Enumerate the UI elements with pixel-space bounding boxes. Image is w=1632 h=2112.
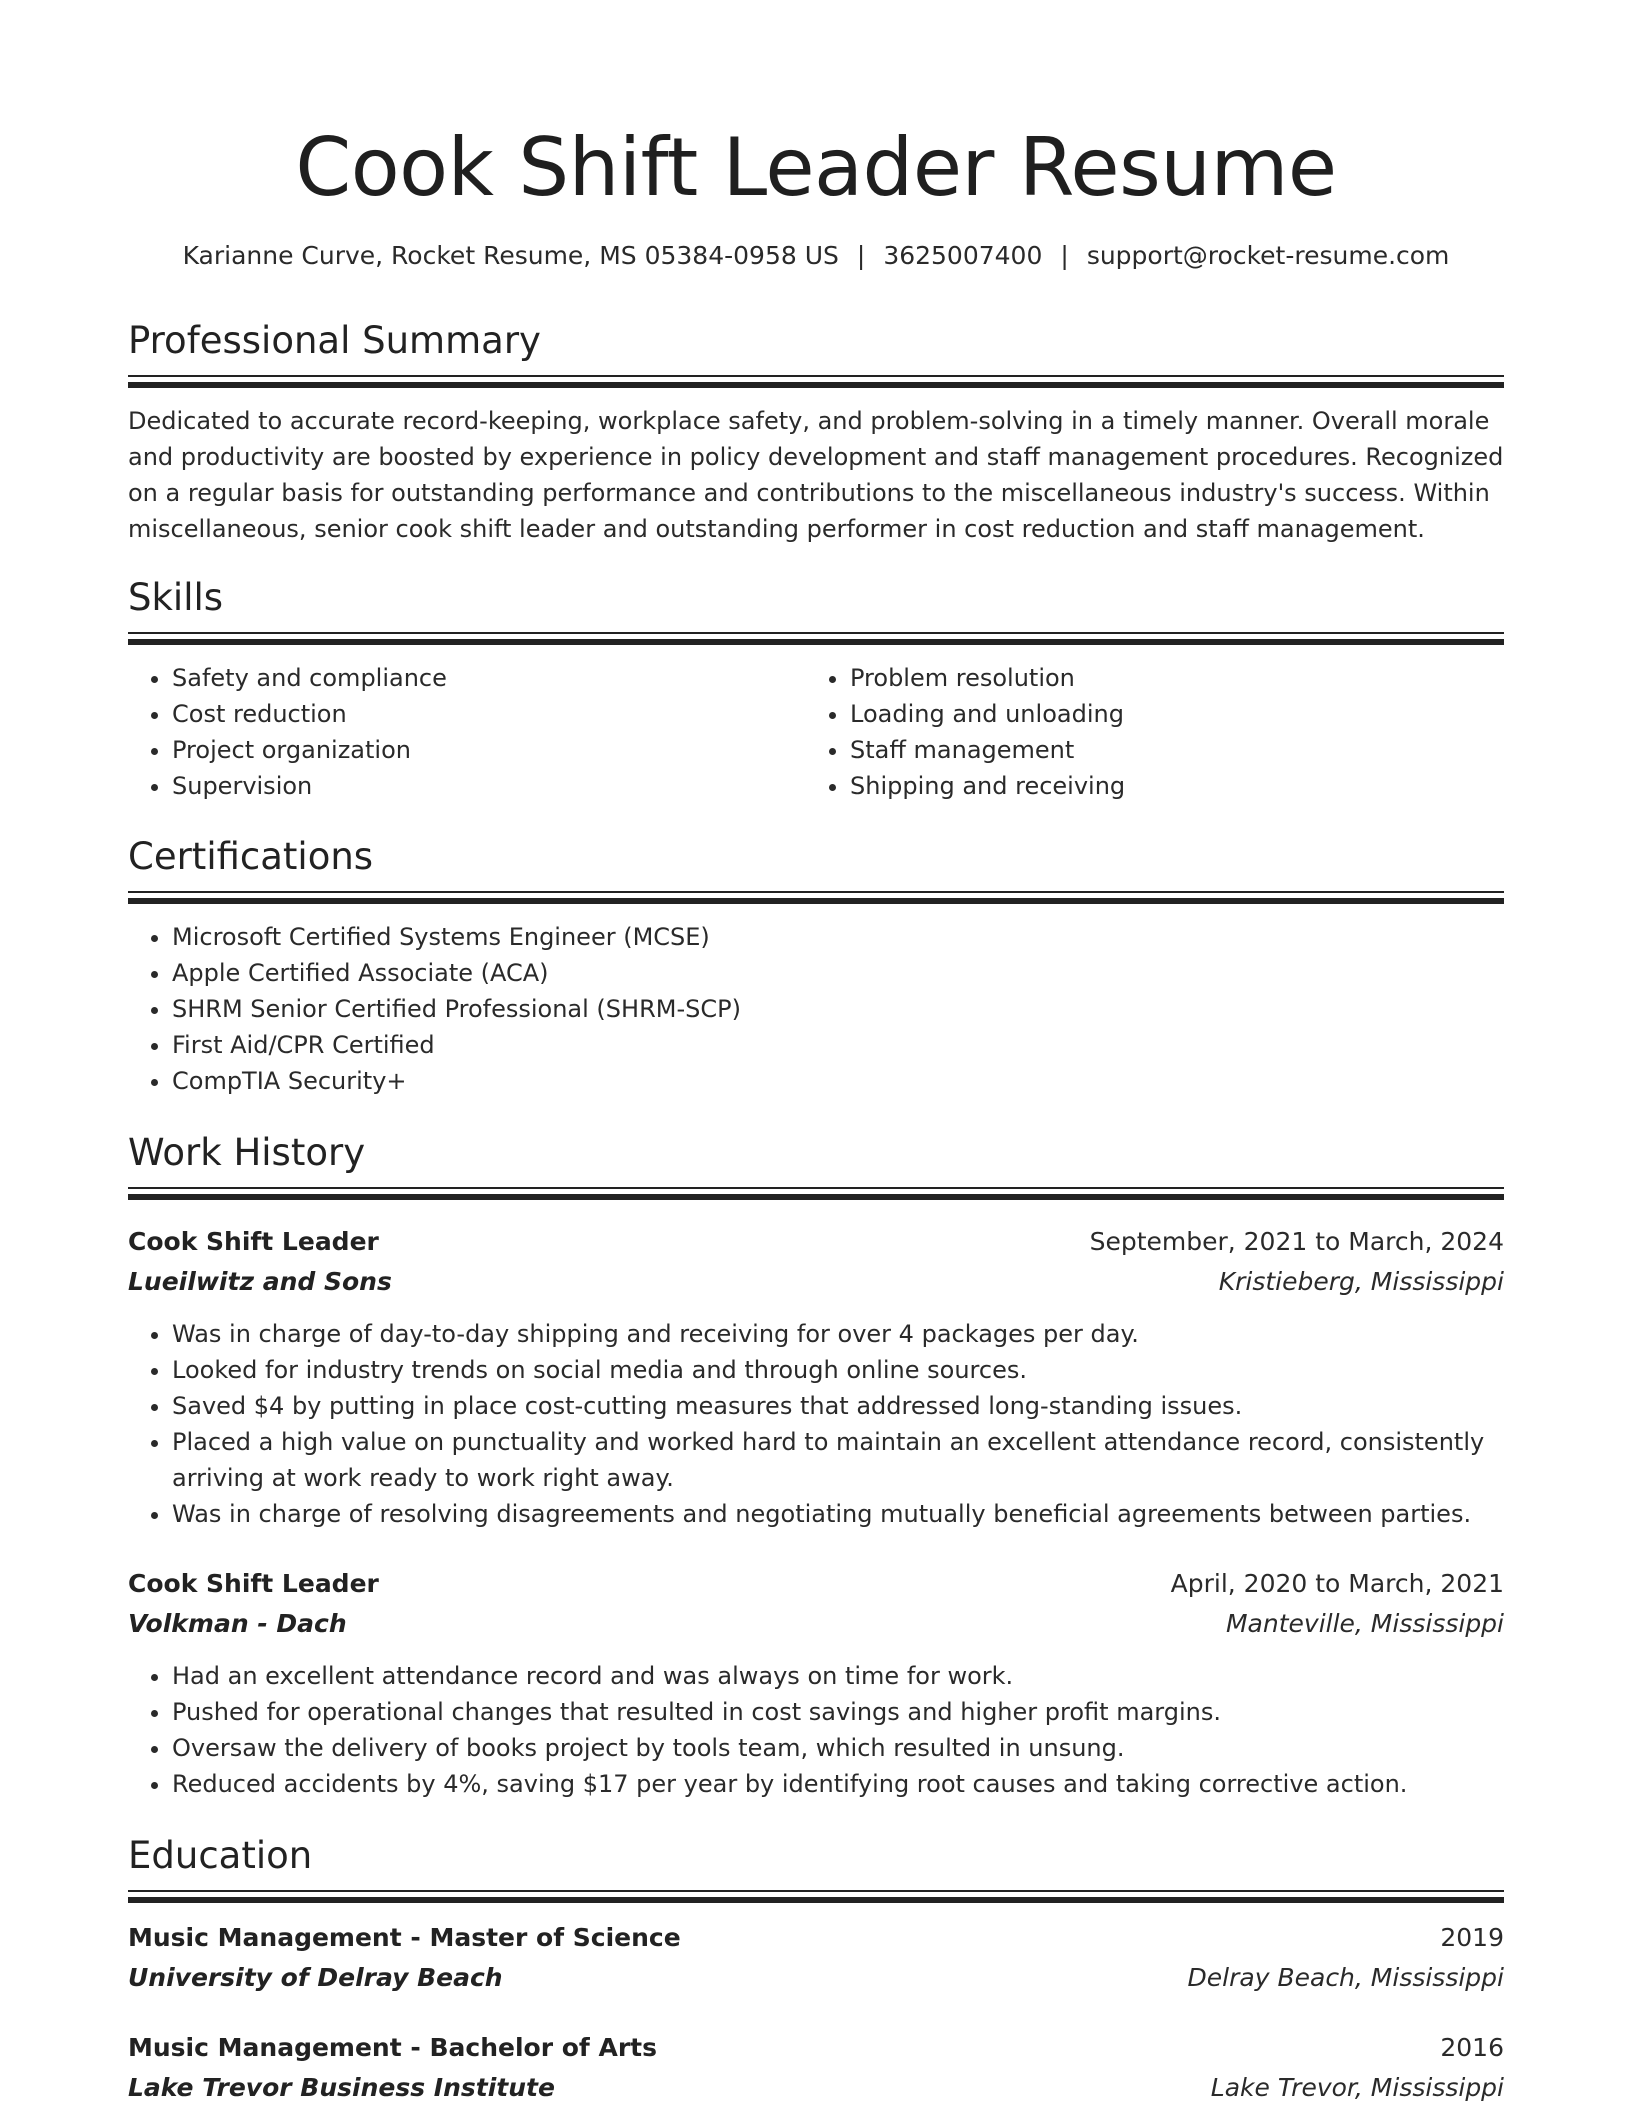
education-location: Lake Trevor, Mississippi — [1210, 2073, 1504, 2102]
summary-text: Dedicated to accurate record-keeping, workplace safety, and problem-solving in a timely manner. Overall morale and productivity are boosted by experience in policy development and staff management procedures. Recognized on a regular basis for outstanding performance and contributions to the miscellaneous industry's success. Within miscellaneous, senior cook shift leader and outstanding performer in cost reduction and staff management. — [128, 407, 1504, 543]
certification-item: • SHRM Senior Certified Professional (SHRM-SCP) — [172, 991, 1504, 1027]
certification-item: • CompTIA Security+ — [172, 1063, 1504, 1099]
work-divider — [128, 1187, 1504, 1200]
contact-separator: | — [1060, 241, 1069, 270]
education-school: Lake Trevor Business Institute — [128, 2073, 555, 2102]
skill-item: • Project organization — [172, 732, 802, 768]
certifications-divider — [128, 891, 1504, 904]
job-bullet: • Had an excellent attendance record and was always on time for work. — [172, 1658, 1504, 1694]
education-year: 2016 — [1440, 2033, 1504, 2062]
education-divider — [128, 1890, 1504, 1903]
skills-list-left — [128, 660, 802, 804]
job-bullet: • Reduced accidents by 4%, saving $17 per year by identifying root causes and taking corrective action. — [172, 1766, 1504, 1802]
skills-list-right — [806, 660, 1500, 804]
job-bullet: • Was in charge of resolving disagreements and negotiating mutually beneficial agreements between parties. — [172, 1496, 1504, 1532]
resume-title: Cook Shift Leader Resume — [295, 121, 1337, 214]
skill-item: • Supervision — [172, 768, 802, 804]
summary-divider — [128, 375, 1504, 388]
contact-separator: | — [856, 241, 866, 270]
job-bullets — [128, 1316, 1504, 1532]
summary-heading: Professional Summary — [128, 319, 541, 362]
contact-line — [128, 238, 1504, 274]
skill-item: • Problem resolution — [850, 660, 1500, 696]
skill-item: • Cost reduction — [172, 696, 802, 732]
job-dates: September, 2021 to March, 2024 — [1089, 1227, 1504, 1256]
education-degree: Music Management - Bachelor of Arts — [128, 2033, 657, 2062]
education-location: Delray Beach, Mississippi — [1187, 1963, 1504, 1992]
certification-item: • Microsoft Certified Systems Engineer (MCSE) — [172, 919, 1504, 955]
contact-phone: 3625007400 — [883, 241, 1043, 270]
job-header-row — [128, 1222, 1504, 1262]
job-location: Kristieberg, Mississippi — [1218, 1267, 1504, 1296]
skills-divider — [128, 632, 1504, 645]
job-bullet: • Pushed for operational changes that resulted in cost savings and higher profit margins. — [172, 1694, 1504, 1730]
certification-item: • Apple Certified Associate (ACA) — [172, 955, 1504, 991]
job-bullet: • Looked for industry trends on social media and through online sources. — [172, 1352, 1504, 1388]
certifications-heading: Certifications — [128, 835, 374, 878]
skills-heading: Skills — [128, 576, 224, 619]
education-degree-row — [128, 1918, 1504, 1958]
education-school-row — [128, 2068, 1504, 2108]
education-school: University of Delray Beach — [128, 1963, 503, 1992]
contact-email: support@rocket-resume.com — [1086, 241, 1450, 270]
skill-item: • Loading and unloading — [850, 696, 1500, 732]
job-company-row — [128, 1262, 1504, 1302]
job-dates: April, 2020 to March, 2021 — [1170, 1569, 1504, 1598]
certification-item: • First Aid/CPR Certified — [172, 1027, 1504, 1063]
job-bullet: • Was in charge of day-to-day shipping and receiving for over 4 packages per day. — [172, 1316, 1504, 1352]
job-location: Manteville, Mississippi — [1225, 1609, 1504, 1638]
job-company: Volkman - Dach — [128, 1609, 347, 1638]
certifications-list — [128, 919, 1504, 1099]
skill-item: • Safety and compliance — [172, 660, 802, 696]
job-bullet: • Oversaw the delivery of books project by tools team, which resulted in unsung. — [172, 1730, 1504, 1766]
job-company: Lueilwitz and Sons — [128, 1267, 392, 1296]
job-title: Cook Shift Leader — [128, 1227, 379, 1256]
job-bullets — [128, 1658, 1504, 1802]
education-degree-row — [128, 2028, 1504, 2068]
job-title: Cook Shift Leader — [128, 1569, 379, 1598]
education-heading: Education — [128, 1834, 313, 1877]
education-year: 2019 — [1440, 1923, 1504, 1952]
education-degree: Music Management - Master of Science — [128, 1923, 681, 1952]
skill-item: • Shipping and receiving — [850, 768, 1500, 804]
education-school-row — [128, 1958, 1504, 1998]
contact-address: Karianne Curve, Rocket Resume, MS 05384-0958 US — [182, 241, 839, 270]
job-header-row — [128, 1564, 1504, 1604]
job-bullet: • Placed a high value on punctuality and worked hard to maintain an excellent attendance record, consistently arriving at work ready to work right away. — [172, 1424, 1504, 1496]
job-bullet: • Saved $4 by putting in place cost-cutting measures that addressed long-standing issues. — [172, 1388, 1504, 1424]
work-heading: Work History — [128, 1131, 366, 1174]
skill-item: • Staff management — [850, 732, 1500, 768]
job-company-row — [128, 1604, 1504, 1644]
